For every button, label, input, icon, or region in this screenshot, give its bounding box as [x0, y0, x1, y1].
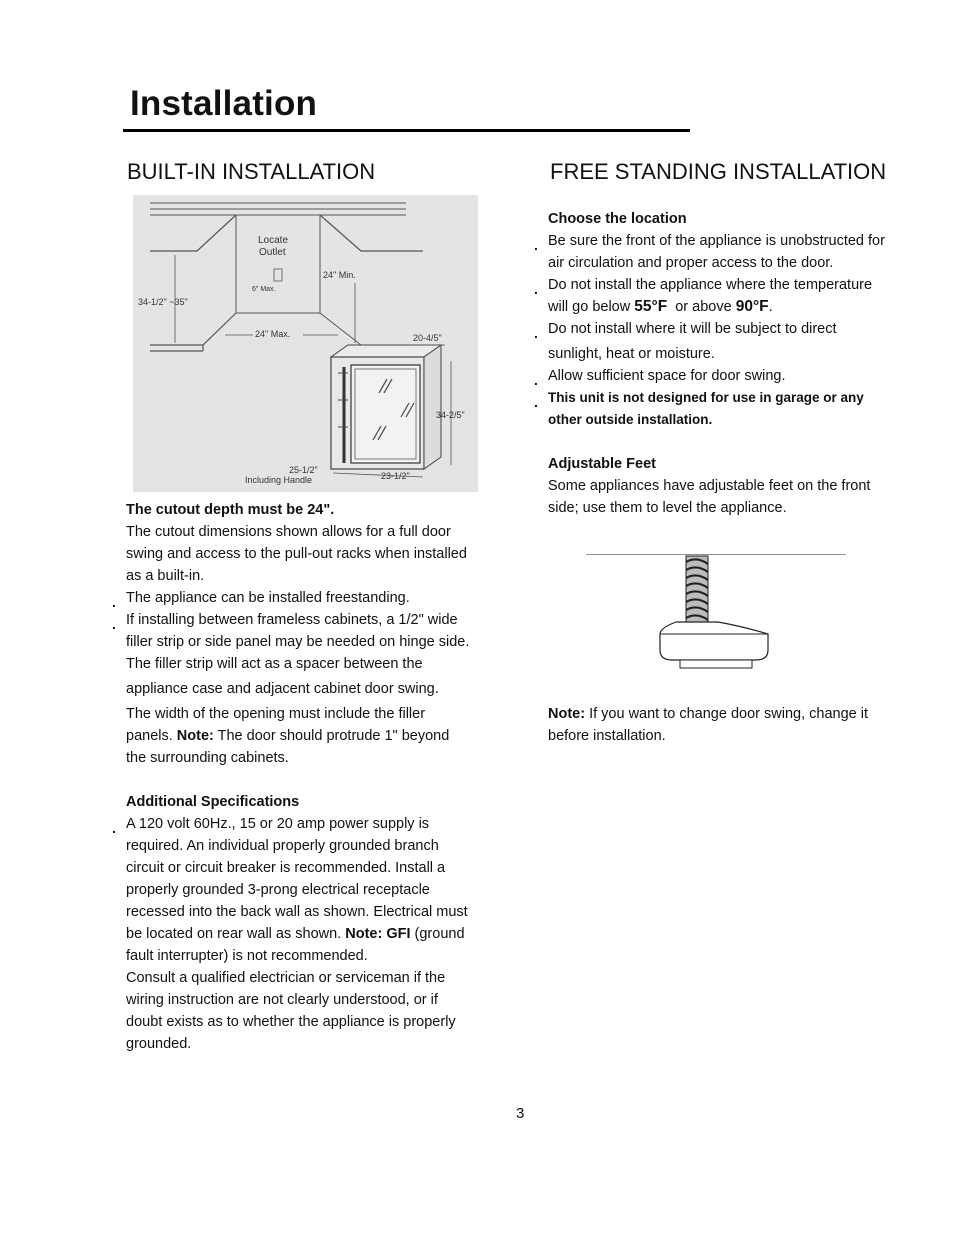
locate-label: Locate [258, 235, 289, 246]
bullet-freestanding: . The appliance can be installed freestanding. [112, 590, 410, 610]
adjustable-foot-illustration [536, 554, 846, 674]
width-label: 23-1/2" [381, 471, 410, 481]
including-handle-label: Including Handle [245, 475, 313, 485]
built-in-text [112, 499, 471, 1055]
bullet-door-swing: . Allow sufficient space for door swing. [534, 368, 786, 388]
min-depth-label: 24" Min. [323, 270, 356, 280]
outlet-icon [274, 269, 282, 281]
cutout-text: The cutout dimensions shown allows for a full door swing and access to the pull-out racks when installed as a built-in. [126, 524, 467, 584]
bullet-sunlight: . Do not install where it will be subject to direct [534, 321, 837, 341]
location-heading: Choose the location [548, 211, 687, 227]
width-paragraph: The width of the opening must include the filler panels. Note: The door should protrude 1" beyond the surrounding cabinets. [126, 706, 450, 766]
built-in-heading: BUILT-IN INSTALLATION [127, 159, 376, 184]
power-paragraph: . A 120 volt 60Hz., 15 or 20 amp power supply is required. An individual properly grounded branch circuit or circuit breaker is recommended. Install a properly grounded 3-prong electrical receptacle recessed into the back wall as shown. Electrical must be located on rear wall as shown. Note: GFI (ground fault interrupter) is not recommended. [112, 816, 468, 964]
page-title: Installation [130, 84, 318, 123]
bullet-front: . Be sure the front of the appliance is unobstructed for air circulation and proper access to the door. [534, 233, 885, 271]
max-width-label: 24" Max. [255, 329, 291, 339]
height-range-label: 34-1/2" ~35" [138, 297, 188, 307]
depth-with-handle-label: 25-1/2" [289, 465, 318, 475]
consult-paragraph: Consult a qualified electrician or serviceman if the wiring instruction are not clearly understood, or if doubt exists as to whether the appliance is properly grounded. [126, 970, 456, 1052]
unit-height-label: 34-2/5" [436, 410, 465, 420]
feet-text: Some appliances have adjustable feet on the front side; use them to level the appliance. [548, 478, 871, 516]
bullet-frameless: . If installing between frameless cabinets, a 1/2" wide filler strip or side panel may be needed on hinge side. The filler strip will act as a spacer between the [112, 612, 470, 672]
bullet-frameless-cont: appliance case and adjacent cabinet door swing. [126, 681, 439, 697]
door-swing-note: Note: If you want to change door swing, change it before installation. [548, 706, 868, 744]
title-rule [123, 129, 690, 132]
cutout-heading: The cutout depth must be 24". [126, 502, 335, 518]
built-in-diagram [133, 195, 478, 492]
depth-label: 20-4/5" [413, 333, 442, 343]
feet-heading: Adjustable Feet [548, 456, 656, 472]
bullet-garage: . This unit is not designed for use in garage or any other outside installation. [534, 390, 864, 427]
additional-specs-heading: Additional Specifications [126, 794, 300, 810]
outlet-label: Outlet [259, 247, 286, 258]
bullet-sunlight-cont: sunlight, heat or moisture. [548, 346, 715, 362]
bullet-temperature: . Do not install the appliance where the temperature will go below 55°F or above 90°F. [534, 277, 873, 315]
six-max-label: 6" Max. [252, 286, 276, 293]
page-number: 3 [516, 1105, 525, 1122]
free-standing-heading: FREE STANDING INSTALLATION [550, 159, 887, 184]
